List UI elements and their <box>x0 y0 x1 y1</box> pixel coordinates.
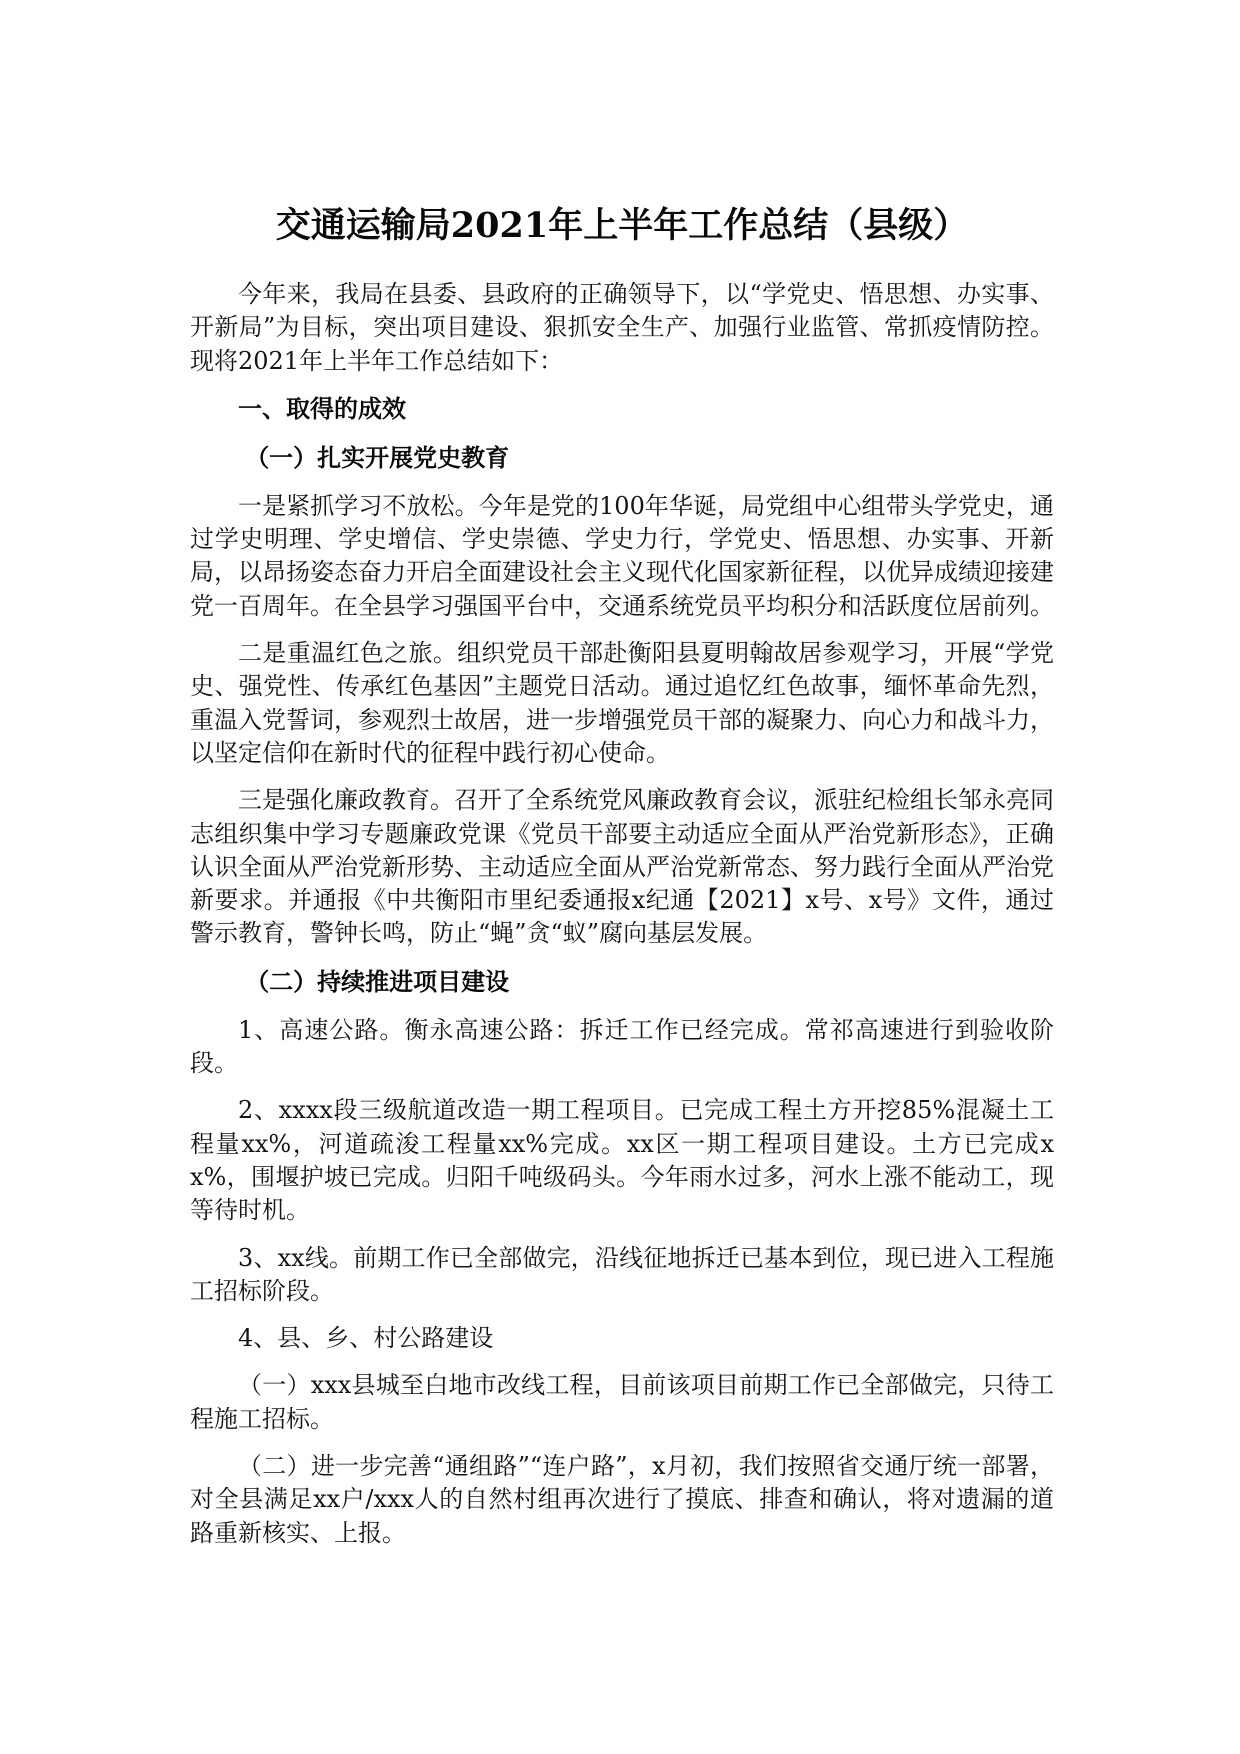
subsection-heading-party-history: （一）扎实开展党史教育 <box>245 442 510 472</box>
paragraph-county-road: （一）xxx县城至白地市改线工程，目前该项目前期工作已全部做完，只待工程施工招标。 <box>190 1371 1054 1433</box>
subsection-heading-projects: （二）持续推进项目建设 <box>245 966 510 996</box>
paragraph-integrity-education: 三是强化廉政教育。召开了全系统党风廉政教育会议，派驻纪检组长邹永亮同志组织集中学习专题廉政党课《党员干部要主动适应全面从严治党新形态》，正确认识全面从严治党新形势、主动适应全面从严治党新常态、努力践行全面从严治党新要求。并通报《中共衡阳市里纪委通报x纪通【2021】x号、x号》文件，通过警示教育，警钟长鸣，防止“蝇”贪“蚁”腐向基层发展。 <box>190 786 1054 948</box>
paragraph-village-roads: （二）进一步完善“通组路”“连户路”，x月初，我们按照省交通厅统一部署，对全县满足xx户/xxx人的自然村组再次进行了摸底、排查和确认，将对遗漏的道路重新核实、上报。 <box>190 1452 1054 1547</box>
document-body <box>190 200 1054 1564</box>
paragraph-expressway: 1、高速公路。衡永高速公路：拆迁工作已经完成。常祁高速进行到验收阶段。 <box>190 1015 1054 1078</box>
intro-paragraph: 今年来，我局在县委、县政府的正确领导下，以“学党史、悟思想、办实事、开新局”为目标，突出项目建设、狠抓安全生产、加强行业监管、常抓疫情防控。现将2021年上半年工作总结如下： <box>190 280 1054 375</box>
paragraph-red-tour: 二是重温红色之旅。组织党员干部赴衡阳县夏明翰故居参观学习，开展“学党史、强党性、传承红色基因”主题党日活动。通过追忆红色故事，缅怀革命先烈，重温入党誓词，参观烈士故居，进一步增强党员干部的凝聚力、向心力和战斗力，以坚定信仰在新时代的征程中践行初心使命。 <box>190 639 1054 767</box>
paragraph-waterway: 2、xxxx段三级航道改造一期工程项目。已完成工程土方开挖85%混凝土工程量xx%，河道疏浚工程量xx%完成。xx区一期工程项目建设。土方已完成xx%，围堰护坡已完成。归阳千吨级码头。今年雨水过多，河水上涨不能动工，现等待时机。 <box>190 1096 1054 1225</box>
section-heading-achievements: 一、取得的成效 <box>238 393 406 423</box>
document-title: 交通运输局2021年上半年工作总结（县级） <box>275 205 969 246</box>
paragraph-study: 一是紧抓学习不放松。今年是党的100年华诞，局党组中心组带头学党史，通过学史明理、学史增信、学史崇德、学史力行，学党史、悟思想、办实事、开新局，以昂扬姿态奋力开启全面建设社会主义现代化国家新征程，以优异成绩迎接建党一百周年。在全县学习强国平台中，交通系统党员平均积分和活跃度位居前列。 <box>190 491 1054 620</box>
paragraph-line-project: 3、xx线。前期工作已全部做完，沿线征地拆迁已基本到位，现已进入工程施工招标阶段。 <box>190 1243 1054 1305</box>
paragraph-road-construction: 4、县、乡、村公路建设 <box>238 1324 494 1353</box>
